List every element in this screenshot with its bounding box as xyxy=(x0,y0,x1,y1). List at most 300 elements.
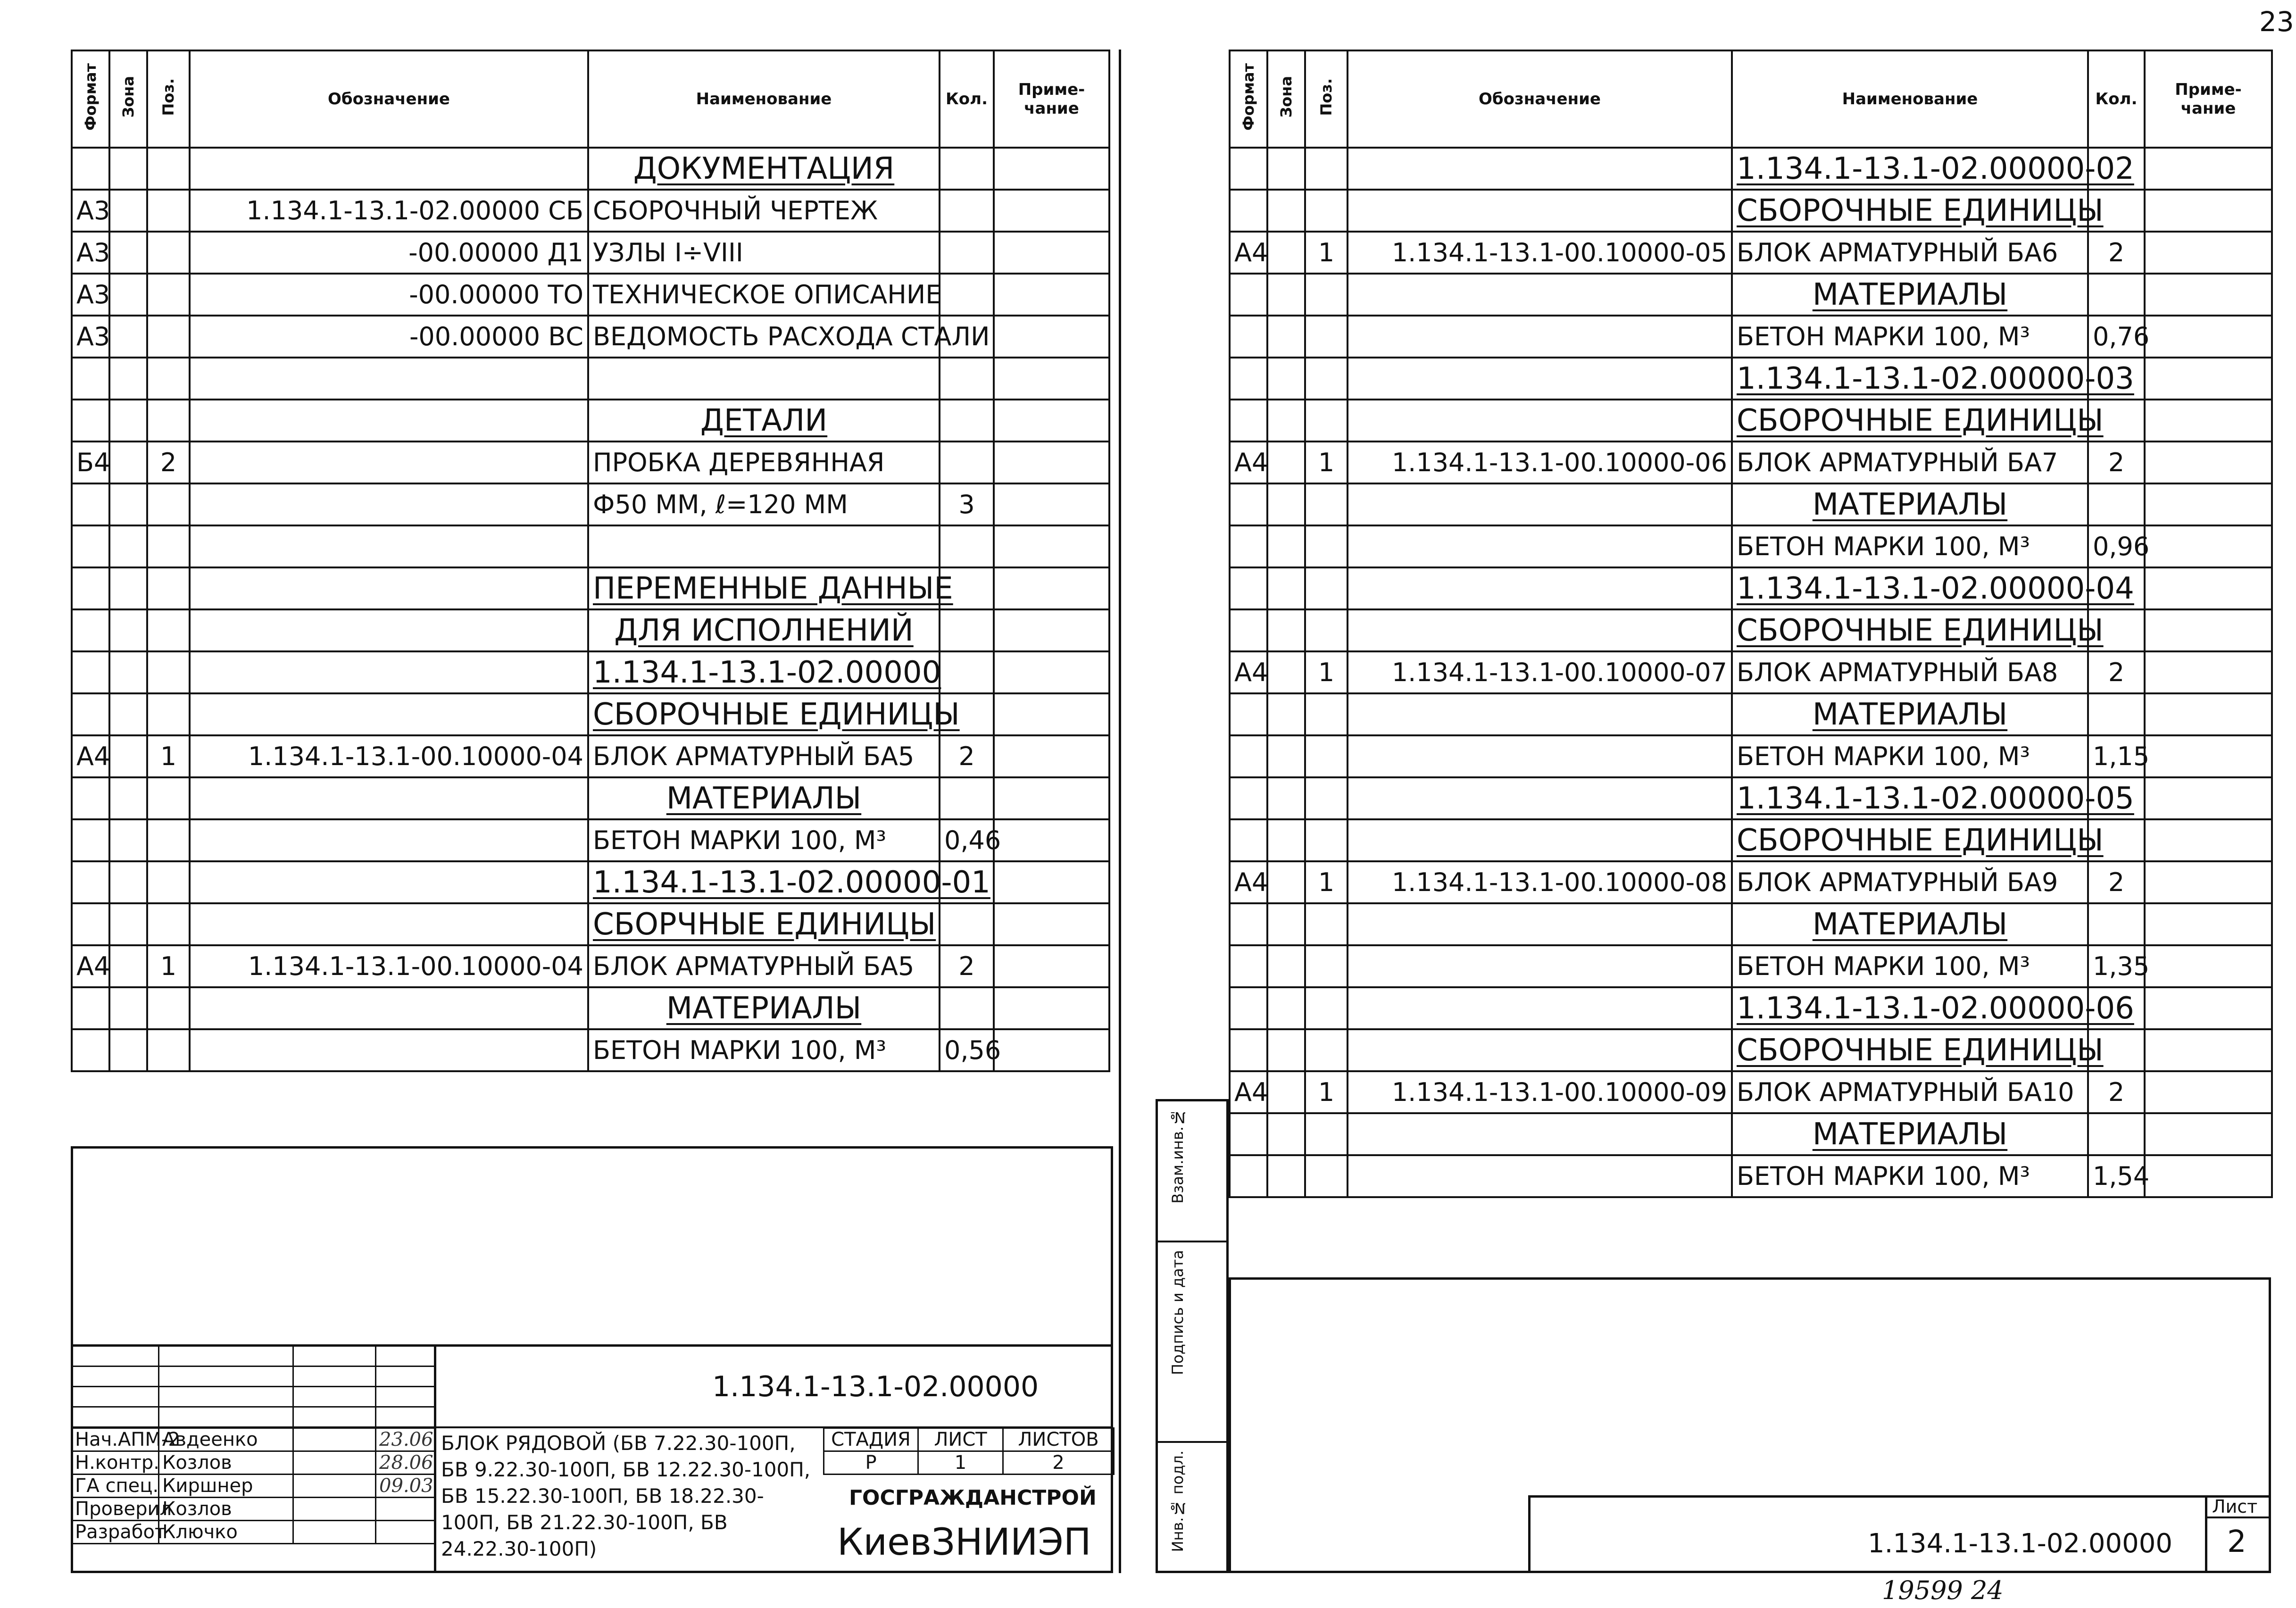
col-format: Формат xyxy=(72,50,109,148)
cell-pos xyxy=(1305,819,1348,861)
cell-zone xyxy=(1267,483,1305,525)
cell-pos: 1 xyxy=(147,735,190,777)
cell-pos xyxy=(1305,1029,1348,1071)
cell-qty: 2 xyxy=(2088,1071,2145,1113)
cell-zone xyxy=(109,442,147,483)
cell-name: 1.134.1-13.1-02.00000-05 xyxy=(1732,777,2088,819)
cell-format xyxy=(72,819,109,861)
cell-name: БЕТОН МАРКИ 100, М³ xyxy=(1732,525,2088,567)
cell-note xyxy=(994,1029,1109,1071)
cell-qty: 2 xyxy=(2088,232,2145,274)
left-spec-row xyxy=(72,190,1109,232)
cell-zone xyxy=(109,987,147,1029)
right-spec-row xyxy=(1230,525,2272,567)
cell-pos xyxy=(147,316,190,358)
cell-designation xyxy=(1348,274,1732,316)
cell-note xyxy=(994,358,1109,400)
cell-zone xyxy=(109,148,147,190)
cell-note xyxy=(2145,1155,2272,1197)
right-spec-row xyxy=(1230,651,2272,693)
cell-qty xyxy=(940,525,994,567)
cell-qty: 1,54 xyxy=(2088,1155,2145,1197)
cell-note xyxy=(2145,274,2272,316)
cell-qty xyxy=(2088,1113,2145,1155)
stage-label: СТАДИЯ xyxy=(824,1428,918,1451)
cell-zone xyxy=(1267,190,1305,232)
right-header-row xyxy=(1230,50,2272,148)
col-zone: Зона xyxy=(109,50,147,148)
cell-zone xyxy=(109,861,147,903)
col-designation: Обозначение xyxy=(1348,50,1732,148)
cell-name: ДОКУМЕНТАЦИЯ xyxy=(588,148,940,190)
sheet-label: ЛИСТ xyxy=(918,1428,1003,1451)
role-cell: ГА спец. xyxy=(72,1475,159,1498)
cell-format xyxy=(1230,358,1267,400)
cell-name: МАТЕРИАЛЫ xyxy=(588,987,940,1029)
cell-name: Ф50 ММ, ℓ=120 ММ xyxy=(588,483,940,525)
right-spec-row xyxy=(1230,316,2272,358)
col-format: Формат xyxy=(1230,50,1267,148)
cell-zone xyxy=(109,609,147,651)
cell-zone xyxy=(109,651,147,693)
right-spec-body xyxy=(1230,148,2272,1197)
org-ministry: ГОСГРАЖДАНСТРОЙ xyxy=(849,1486,1097,1510)
cell-zone xyxy=(1267,903,1305,945)
cell-qty: 0,46 xyxy=(940,819,994,861)
cell-name: СБОРОЧНЫЕ ЕДИНИЦЫ xyxy=(588,693,940,735)
cell-note xyxy=(994,274,1109,316)
cell-name: БЛОК АРМАТУРНЫЙ БА5 xyxy=(588,735,940,777)
cell-note xyxy=(2145,525,2272,567)
cell-pos xyxy=(1305,777,1348,819)
cell-designation xyxy=(190,987,588,1029)
right-spec-table xyxy=(1229,50,2273,1198)
right-spec-row xyxy=(1230,1071,2272,1113)
left-spec-row xyxy=(72,316,1109,358)
cell-name: 1.134.1-13.1-02.00000-01 xyxy=(588,861,940,903)
cell-note xyxy=(2145,861,2272,903)
cell-designation xyxy=(190,567,588,609)
signature-row xyxy=(72,1428,436,1451)
cell-format: А4 xyxy=(1230,232,1267,274)
left-spec-row xyxy=(72,651,1109,693)
right-spec-row xyxy=(1230,903,2272,945)
left-header-row xyxy=(72,50,1109,148)
cell-name: СБОРОЧНЫЕ ЕДИНИЦЫ xyxy=(1732,190,2088,232)
cell-zone xyxy=(1267,567,1305,609)
cell-designation xyxy=(1348,903,1732,945)
cell-note xyxy=(994,609,1109,651)
cell-pos xyxy=(147,232,190,274)
cell-designation xyxy=(190,525,588,567)
cell-qty xyxy=(940,651,994,693)
cell-format xyxy=(1230,609,1267,651)
cell-zone xyxy=(109,400,147,442)
cell-pos xyxy=(1305,525,1348,567)
cell-zone xyxy=(1267,1029,1305,1071)
side-stamp-inv: Инв.№ подл. xyxy=(1169,1450,1187,1552)
signature-grid-blank xyxy=(71,1345,436,1428)
right-spec-row xyxy=(1230,190,2272,232)
org-institute: КиевЗНИИЭП xyxy=(837,1521,1091,1564)
cell-qty: 2 xyxy=(940,735,994,777)
cell-zone xyxy=(1267,819,1305,861)
person-name: Козлов xyxy=(159,1451,293,1475)
signature xyxy=(293,1428,376,1451)
cell-name: БЕТОН МАРКИ 100, М³ xyxy=(1732,1155,2088,1197)
cell-format xyxy=(1230,274,1267,316)
left-spec-row xyxy=(72,442,1109,483)
cell-note xyxy=(994,735,1109,777)
cell-designation xyxy=(1348,735,1732,777)
cell-zone xyxy=(1267,777,1305,819)
cell-designation: 1.134.1-13.1-00.10000-09 xyxy=(1348,1071,1732,1113)
cell-designation xyxy=(190,651,588,693)
cell-name xyxy=(588,525,940,567)
cell-zone xyxy=(109,819,147,861)
cell-zone xyxy=(109,945,147,987)
cell-note xyxy=(2145,651,2272,693)
side-stamp xyxy=(1156,1099,1229,1573)
cell-note xyxy=(994,525,1109,567)
cell-format: А4 xyxy=(1230,861,1267,903)
cell-qty: 2 xyxy=(2088,651,2145,693)
cell-designation xyxy=(1348,1155,1732,1197)
cell-format xyxy=(72,651,109,693)
cell-name: БЛОК АРМАТУРНЫЙ БА8 xyxy=(1732,651,2088,693)
right-spec-row xyxy=(1230,735,2272,777)
left-spec-row xyxy=(72,945,1109,987)
cell-note xyxy=(2145,1113,2272,1155)
cell-pos xyxy=(147,483,190,525)
cell-name: 1.134.1-13.1-02.00000-02 xyxy=(1732,148,2088,190)
sign-date xyxy=(376,1498,436,1521)
left-spec-row xyxy=(72,525,1109,567)
person-name: Козлов xyxy=(159,1498,293,1521)
cell-format xyxy=(72,693,109,735)
cell-note xyxy=(994,987,1109,1029)
cell-format xyxy=(72,483,109,525)
cell-format xyxy=(1230,903,1267,945)
cell-zone xyxy=(1267,442,1305,483)
cell-format xyxy=(72,1029,109,1071)
col-pos: Поз. xyxy=(147,50,190,148)
cell-format xyxy=(72,525,109,567)
cell-qty xyxy=(940,987,994,1029)
right-spec-row xyxy=(1230,483,2272,525)
cell-name: МАТЕРИАЛЫ xyxy=(1732,693,2088,735)
cell-name: СБОРОЧНЫЕ ЕДИНИЦЫ xyxy=(1732,609,2088,651)
cell-name: ПЕРЕМЕННЫЕ ДАННЫЕ xyxy=(588,567,940,609)
cell-note xyxy=(994,232,1109,274)
cell-note xyxy=(994,148,1109,190)
col-name: Наименование xyxy=(1732,50,2088,148)
cell-zone xyxy=(109,316,147,358)
cell-pos: 2 xyxy=(147,442,190,483)
right-footer-sheet-label: Лист xyxy=(2212,1496,2258,1517)
cell-format: А4 xyxy=(1230,651,1267,693)
right-spec-row xyxy=(1230,819,2272,861)
cell-zone xyxy=(1267,316,1305,358)
cell-qty: 1,15 xyxy=(2088,735,2145,777)
role-cell: Н.контр. xyxy=(72,1451,159,1475)
stage-table xyxy=(823,1427,1115,1475)
cell-note xyxy=(2145,693,2272,735)
right-spec-row xyxy=(1230,274,2272,316)
cell-zone xyxy=(1267,945,1305,987)
cell-qty xyxy=(940,400,994,442)
cell-name: СБОРЧНЫЕ ЕДИНИЦЫ xyxy=(588,903,940,945)
cell-pos xyxy=(147,819,190,861)
cell-name: ТЕХНИЧЕСКОЕ ОПИСАНИЕ xyxy=(588,274,940,316)
sheets-value: 2 xyxy=(1003,1451,1114,1475)
cell-format xyxy=(72,567,109,609)
cell-qty: 0,76 xyxy=(2088,316,2145,358)
right-spec-row xyxy=(1230,400,2272,442)
right-spec-row xyxy=(1230,148,2272,190)
cell-pos xyxy=(147,525,190,567)
cell-zone xyxy=(109,777,147,819)
cell-name: 1.134.1-13.1-02.00000 xyxy=(588,651,940,693)
cell-zone xyxy=(1267,1071,1305,1113)
cell-name: МАТЕРИАЛЫ xyxy=(1732,274,2088,316)
person-name: Авдеенко xyxy=(159,1428,293,1451)
cell-note xyxy=(994,693,1109,735)
cell-format: А3 xyxy=(72,190,109,232)
cell-note xyxy=(994,190,1109,232)
cell-zone xyxy=(1267,525,1305,567)
role-cell: Нач.АПМ-2 xyxy=(72,1428,159,1451)
cell-format xyxy=(1230,693,1267,735)
cell-designation xyxy=(190,819,588,861)
cell-pos xyxy=(1305,693,1348,735)
left-spec-row xyxy=(72,735,1109,777)
cell-designation xyxy=(190,903,588,945)
cell-format xyxy=(1230,777,1267,819)
left-spec-row xyxy=(72,483,1109,525)
cell-zone xyxy=(1267,400,1305,442)
cell-designation: 1.134.1-13.1-00.10000-06 xyxy=(1348,442,1732,483)
cell-qty: 3 xyxy=(940,483,994,525)
cell-note xyxy=(2145,945,2272,987)
cell-pos xyxy=(147,567,190,609)
cell-zone xyxy=(109,232,147,274)
right-spec-row xyxy=(1230,1155,2272,1197)
cell-qty: 0,56 xyxy=(940,1029,994,1071)
cell-format xyxy=(1230,148,1267,190)
cell-designation: -00.00000 ТО xyxy=(190,274,588,316)
sign-date xyxy=(376,1521,436,1544)
cell-qty xyxy=(2088,693,2145,735)
cell-qty xyxy=(940,274,994,316)
cell-zone xyxy=(1267,693,1305,735)
col-designation: Обозначение xyxy=(190,50,588,148)
col-note: Приме-чание xyxy=(2145,50,2272,148)
col-pos: Поз. xyxy=(1305,50,1348,148)
left-spec-row xyxy=(72,903,1109,945)
cell-note xyxy=(2145,735,2272,777)
cell-designation xyxy=(190,400,588,442)
cell-format xyxy=(1230,735,1267,777)
cell-name: ПРОБКА ДЕРЕВЯННАЯ xyxy=(588,442,940,483)
right-spec-row xyxy=(1230,945,2272,987)
cell-designation xyxy=(1348,316,1732,358)
cell-zone xyxy=(1267,274,1305,316)
cell-qty: 1,35 xyxy=(2088,945,2145,987)
cell-pos: 1 xyxy=(147,945,190,987)
person-name: Киршнер xyxy=(159,1475,293,1498)
cell-note xyxy=(994,400,1109,442)
page-number: 23 xyxy=(2259,6,2294,38)
cell-name: МАТЕРИАЛЫ xyxy=(588,777,940,819)
left-spec-row xyxy=(72,987,1109,1029)
cell-pos xyxy=(1305,945,1348,987)
cell-pos xyxy=(1305,1113,1348,1155)
left-spec-row xyxy=(72,400,1109,442)
cell-pos xyxy=(1305,400,1348,442)
left-spec-table xyxy=(71,50,1110,1072)
cell-format xyxy=(1230,483,1267,525)
right-footer-split xyxy=(2205,1495,2207,1573)
left-spec-row xyxy=(72,861,1109,903)
cell-note xyxy=(994,819,1109,861)
cell-name: СБОРОЧНЫЕ ЕДИНИЦЫ xyxy=(1732,1029,2088,1071)
cell-qty xyxy=(940,777,994,819)
cell-note xyxy=(2145,358,2272,400)
cell-designation: 1.134.1-13.1-02.00000 СБ xyxy=(190,190,588,232)
cell-qty: 2 xyxy=(2088,861,2145,903)
cell-format xyxy=(1230,316,1267,358)
role-cell: Проверил xyxy=(72,1498,159,1521)
cell-designation xyxy=(1348,693,1732,735)
side-stamp-split-1 xyxy=(1156,1241,1229,1242)
cell-note xyxy=(994,945,1109,987)
cell-designation: 1.134.1-13.1-00.10000-08 xyxy=(1348,861,1732,903)
cell-zone xyxy=(1267,987,1305,1029)
left-spec-row xyxy=(72,358,1109,400)
cell-zone xyxy=(109,567,147,609)
cell-designation: 1.134.1-13.1-00.10000-04 xyxy=(190,735,588,777)
cell-format xyxy=(1230,945,1267,987)
signature xyxy=(293,1498,376,1521)
cell-pos xyxy=(1305,358,1348,400)
cell-qty xyxy=(940,190,994,232)
cell-format xyxy=(1230,567,1267,609)
cell-zone xyxy=(1267,358,1305,400)
cell-name: УЗЛЫ I÷VIII xyxy=(588,232,940,274)
cell-note xyxy=(2145,316,2272,358)
right-spec-row xyxy=(1230,567,2272,609)
cell-name: СБОРОЧНЫЙ ЧЕРТЕЖ xyxy=(588,190,940,232)
cell-name: 1.134.1-13.1-02.00000-06 xyxy=(1732,987,2088,1029)
cell-note xyxy=(994,567,1109,609)
cell-designation: -00.00000 ВС xyxy=(190,316,588,358)
cell-designation xyxy=(190,148,588,190)
col-qty: Кол. xyxy=(2088,50,2145,148)
cell-zone xyxy=(1267,148,1305,190)
cell-format: А4 xyxy=(72,945,109,987)
cell-note xyxy=(2145,1071,2272,1113)
cell-designation xyxy=(1348,148,1732,190)
signature xyxy=(293,1451,376,1475)
cell-designation: 1.134.1-13.1-00.10000-04 xyxy=(190,945,588,987)
cell-format xyxy=(1230,1029,1267,1071)
cell-zone xyxy=(109,525,147,567)
signature xyxy=(293,1475,376,1498)
role-cell: Разработ xyxy=(72,1521,159,1544)
right-spec-row xyxy=(1230,358,2272,400)
cell-format xyxy=(1230,400,1267,442)
sign-date: 28.06 xyxy=(376,1451,436,1475)
cell-name: БЛОК АРМАТУРНЫЙ БА7 xyxy=(1732,442,2088,483)
left-spec-row xyxy=(72,274,1109,316)
left-spec-row xyxy=(72,232,1109,274)
cell-note xyxy=(2145,442,2272,483)
cell-qty xyxy=(2088,274,2145,316)
cell-designation: 1.134.1-13.1-00.10000-05 xyxy=(1348,232,1732,274)
cell-note xyxy=(2145,483,2272,525)
right-spec-row xyxy=(1230,1113,2272,1155)
cell-pos xyxy=(147,693,190,735)
cell-format xyxy=(72,861,109,903)
cell-zone xyxy=(1267,1155,1305,1197)
cell-name: МАТЕРИАЛЫ xyxy=(1732,903,2088,945)
col-qty: Кол. xyxy=(940,50,994,148)
cell-designation xyxy=(190,442,588,483)
cell-qty: 0,96 xyxy=(2088,525,2145,567)
binding-line xyxy=(1119,50,1121,1573)
cell-note xyxy=(994,442,1109,483)
cell-pos xyxy=(147,609,190,651)
cell-format xyxy=(72,358,109,400)
cell-designation: -00.00000 Д1 xyxy=(190,232,588,274)
left-spec-row xyxy=(72,148,1109,190)
cell-name xyxy=(588,358,940,400)
cell-name: БЛОК АРМАТУРНЫЙ БА9 xyxy=(1732,861,2088,903)
cell-qty xyxy=(940,358,994,400)
cell-note xyxy=(2145,232,2272,274)
cell-zone xyxy=(1267,1113,1305,1155)
cell-designation xyxy=(1348,1029,1732,1071)
right-spec-row xyxy=(1230,777,2272,819)
cell-format: А4 xyxy=(1230,442,1267,483)
cell-pos xyxy=(1305,316,1348,358)
left-spec-body xyxy=(72,148,1109,1071)
cell-name: МАТЕРИАЛЫ xyxy=(1732,483,2088,525)
signature-grid xyxy=(71,1427,436,1544)
cell-name: БЛОК АРМАТУРНЫЙ БА10 xyxy=(1732,1071,2088,1113)
cell-note xyxy=(2145,190,2272,232)
person-name: Ключко xyxy=(159,1521,293,1544)
cell-format: А3 xyxy=(72,232,109,274)
cell-name: СБОРОЧНЫЕ ЕДИНИЦЫ xyxy=(1732,819,2088,861)
cell-zone xyxy=(109,483,147,525)
cell-name: БЕТОН МАРКИ 100, М³ xyxy=(588,1029,940,1071)
cell-format xyxy=(72,609,109,651)
side-stamp-split-2 xyxy=(1156,1441,1229,1443)
cell-note xyxy=(2145,567,2272,609)
cell-pos xyxy=(147,987,190,1029)
cell-pos xyxy=(147,148,190,190)
cell-format: А3 xyxy=(72,316,109,358)
side-stamp-replace: Взам.инв.№ xyxy=(1169,1108,1187,1204)
left-spec-row xyxy=(72,609,1109,651)
cell-name: МАТЕРИАЛЫ xyxy=(1732,1113,2088,1155)
col-note: Приме-чание xyxy=(994,50,1109,148)
cell-format xyxy=(1230,987,1267,1029)
cell-pos xyxy=(1305,987,1348,1029)
cell-designation xyxy=(1348,819,1732,861)
